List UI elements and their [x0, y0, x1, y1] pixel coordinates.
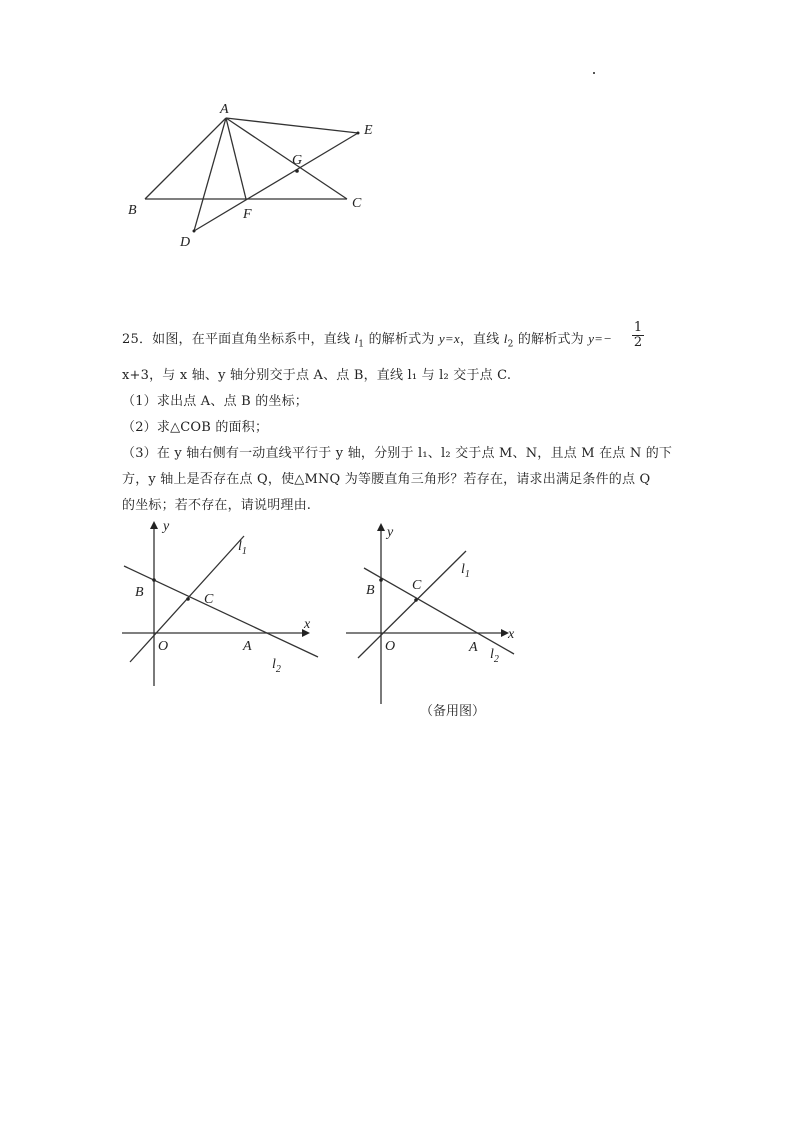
- backup-figure-caption: （备用图）: [420, 704, 486, 719]
- fraction: 1 2: [633, 320, 643, 350]
- question-line-2: x+3，与 x 轴、y 轴分别交于点 A、点 B，直线 l₁ 与 l₂ 交于点 C.: [122, 368, 512, 383]
- graph2-B: B: [366, 583, 375, 598]
- graph1-x: x: [304, 617, 311, 632]
- question-part-2: （2）求△COB 的面积；: [122, 420, 269, 435]
- question-line-1: 25．如图，在平面直角坐标系中，直线 $l_1$ 的解析式为 y=x，直线 $l_2$ 的解析式为 y=−: [122, 331, 613, 350]
- graph2-y: y: [387, 525, 394, 540]
- question-part-3c: 的坐标；若不存在，请说明理由.: [122, 498, 312, 513]
- graph2-x: x: [508, 627, 515, 642]
- graph2-O: O: [385, 639, 396, 654]
- label-B: B: [128, 203, 137, 218]
- coordinate-graph-2: [344, 518, 524, 708]
- label-A: A: [220, 102, 229, 117]
- graph2-l2: $l_2$: [490, 647, 499, 665]
- coordinate-graph-1: [118, 516, 328, 691]
- label-D: D: [180, 235, 191, 250]
- graph1-y: y: [163, 519, 170, 534]
- graph1-O: O: [158, 639, 169, 654]
- graph1-C: C: [204, 592, 214, 607]
- graph2-A: A: [469, 640, 478, 655]
- graph1-l1: $l_1$: [238, 539, 247, 557]
- graph1-A: A: [243, 639, 252, 654]
- label-C: C: [352, 196, 362, 211]
- question-part-3a: （3）在 y 轴右侧有一动直线平行于 y 轴，分别于 l₁、l₂ 交于点 M、N，且点 M 在点 N 的下: [122, 446, 673, 461]
- graph2-C: C: [412, 578, 422, 593]
- triangle-figure: [110, 100, 400, 260]
- question-part-3b: 方，y 轴上是否存在点 Q，使△MNQ 为等腰直角三角形？若存在，请求出满足条件的点 Q: [122, 472, 651, 487]
- label-G: G: [292, 153, 303, 168]
- graph1-l2: $l_2$: [272, 657, 281, 675]
- graph1-B: B: [135, 585, 144, 600]
- graph2-l1: $l_1$: [461, 562, 470, 580]
- label-E: E: [364, 123, 373, 138]
- page-dot: [593, 72, 595, 74]
- question-part-1: （1）求出点 A、点 B 的坐标；: [122, 394, 309, 409]
- label-F: F: [243, 207, 252, 222]
